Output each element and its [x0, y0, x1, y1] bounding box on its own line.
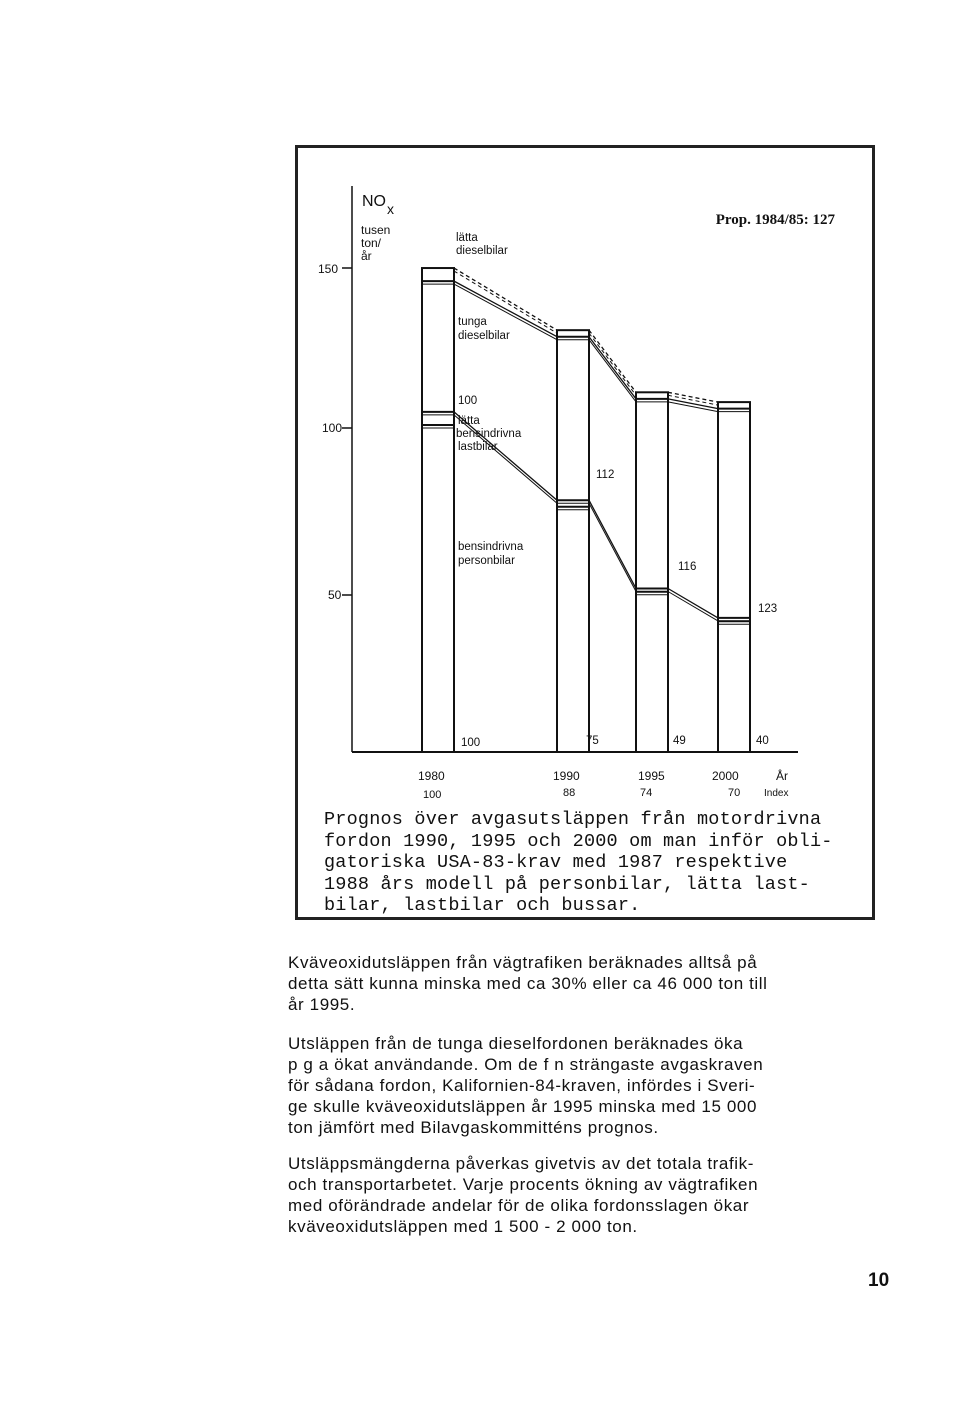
bar-1995 — [636, 392, 668, 752]
text-line: Kväveoxidutsläppen från vägtrafiken beräknades alltså på — [288, 953, 758, 972]
text-line: för sådana fordon, Kalifornien-84-kraven, infördes i Sveri- — [288, 1076, 756, 1095]
paragraph-3 — [288, 1153, 888, 1237]
side-index: 123 — [758, 603, 778, 615]
connector-line — [454, 281, 557, 337]
unit-line-2: ton/ — [361, 236, 382, 250]
unit-subscript: x — [387, 201, 394, 217]
text-line: ton jämfört med Bilavgaskommitténs prognos. — [288, 1118, 659, 1137]
caption-line: fordon 1990, 1995 och 2000 om man inför obli- — [324, 830, 833, 852]
year-label: 1980 — [418, 769, 445, 783]
text-line: detta sätt kunna minska med ca 30% eller ca 46 000 ton till — [288, 974, 768, 993]
connector-line — [668, 592, 718, 621]
caption-line: bilar, lastbilar och bussar. — [324, 895, 641, 916]
segment-label: dieselbilar — [458, 330, 510, 342]
segment-label: personbilar — [458, 555, 515, 567]
year-label: 2000 — [712, 769, 739, 783]
segment-label: dieselbilar — [456, 245, 508, 257]
bar-bottom-label: 75 — [586, 735, 599, 747]
bar-1980 — [422, 268, 454, 752]
index-label: 100 — [423, 789, 442, 801]
figure-caption — [324, 809, 869, 917]
segment-label: tunga — [458, 316, 487, 328]
connector-line — [589, 330, 636, 392]
bar-bottom-label: 40 — [756, 735, 769, 747]
nox-chart — [298, 148, 872, 917]
connector-line — [589, 337, 636, 399]
index-label: 70 — [728, 787, 741, 799]
page-number: 10 — [868, 1270, 890, 1291]
year-label: 1995 — [638, 769, 665, 783]
bar-bottom-label: 100 — [461, 737, 481, 749]
caption-line: Prognos över avgasutsläppen från motordrivna — [324, 809, 822, 830]
unit-symbol: NO — [362, 193, 386, 210]
segment-label: lätta — [458, 415, 480, 427]
y-tick-label: 150 — [318, 262, 339, 276]
figure-frame — [295, 145, 875, 920]
segment-label: bensindrivna — [456, 428, 522, 440]
bar-2000 — [718, 402, 750, 752]
connector-line — [589, 340, 636, 402]
year-axis-title: År — [776, 769, 788, 783]
text-line: år 1995. — [288, 995, 356, 1014]
segment-label: lastbilar — [458, 441, 498, 453]
index-axis-title: Index — [764, 788, 789, 799]
unit-line-3: år — [361, 249, 372, 263]
y-tick-label: 100 — [322, 421, 343, 435]
text-line: p g a ökat användande. Om de f n strängaste avgaskraven — [288, 1055, 764, 1074]
caption-line: 1988 års modell på personbilar, lätta last- — [324, 873, 810, 895]
text-line: och transportarbetet. Varje procents ökning av vägtrafiken — [288, 1175, 759, 1194]
unit-line-1: tusen — [361, 223, 391, 237]
connector-line — [589, 500, 636, 588]
side-index: 112 — [596, 469, 615, 481]
connector-line — [668, 589, 718, 618]
segment-label: 100 — [458, 395, 478, 407]
year-label: 1990 — [553, 769, 580, 783]
connector-line — [589, 333, 636, 395]
y-tick-label: 50 — [328, 588, 342, 602]
paragraph-2 — [288, 1033, 888, 1138]
text-line: ge skulle kväveoxidutsläppen år 1995 minska med 15 000 — [288, 1097, 758, 1116]
paragraph-1 — [288, 952, 888, 1015]
segment-label: lätta — [456, 232, 478, 244]
segment-label: bensindrivna — [458, 541, 524, 553]
connector-line — [589, 503, 636, 591]
bar-bottom-label: 49 — [673, 735, 686, 747]
text-line: med oförändrade andelar för de olika fordonsslagen ökar — [288, 1196, 750, 1215]
index-label: 88 — [563, 787, 576, 799]
text-line: Utsläppsmängderna påverkas givetvis av det totala trafik- — [288, 1154, 755, 1173]
bar-1990 — [557, 330, 589, 752]
text-line: Utsläppen från de tunga dieselfordonen beräknades öka — [288, 1034, 744, 1053]
side-index: 116 — [678, 561, 697, 573]
text-line: kväveoxidutsläppen med 1 500 - 2 000 ton. — [288, 1217, 638, 1236]
caption-line: gatoriska USA-83-krav med 1987 respektive — [324, 852, 788, 873]
index-label: 74 — [640, 787, 653, 799]
source-reference: Prop. 1984/85: 127 — [715, 212, 835, 228]
